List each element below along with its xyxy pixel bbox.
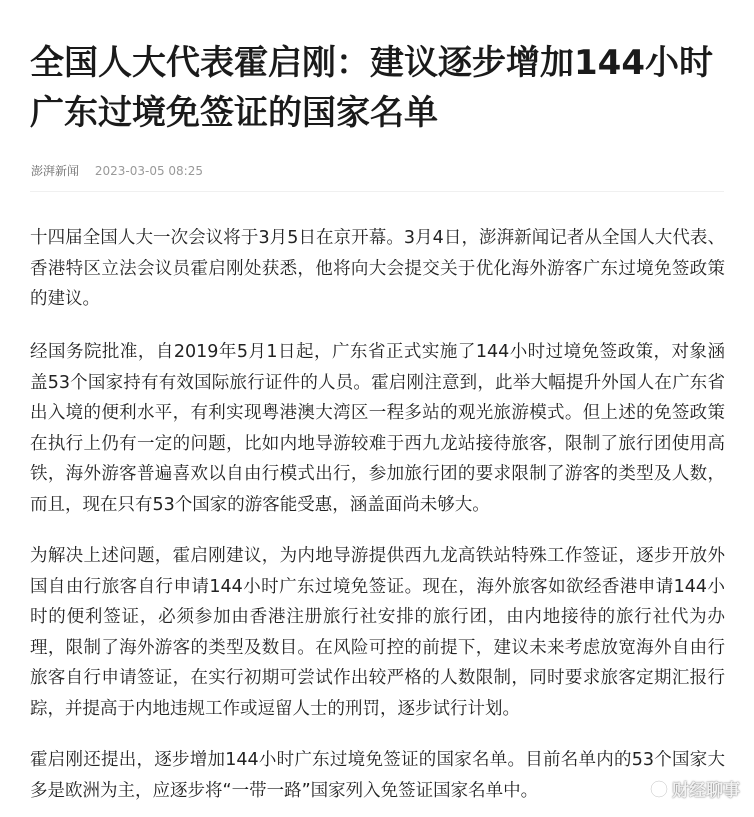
article-source[interactable]: 澎湃新闻 <box>31 164 80 178</box>
meta-divider <box>30 191 724 192</box>
article-paragraph-2: 经国务院批准，自2019年5月1日起，广东省正式实施了144小时过境免签政策，对象涵盖53个国家持有有效国际旅行证件的人员。霍启刚注意到，此举大幅提升外国人在广东省出入境的便利水平，有利实现粤港澳大湾区一程多站的观光旅游模式。但上述的免签政策在执行上仍有一定的问题，比如内地导游较难于西九龙站接待旅客，限制了旅行团使用高铁，海外游客普遍喜欢以自由行模式出行，参加旅行团的要求限制了游客的类型及人数，而且，现在只有53个国家的游客能受惠，涵盖面尚未够大。 <box>30 342 725 515</box>
watermark-text: 财经聊事 <box>672 781 740 801</box>
watermark <box>650 776 740 801</box>
article-paragraph-3: 为解决上述问题，霍启刚建议，为内地导游提供西九龙高铁站特殊工作签证，逐步开放外国自由行旅客自行申请144小时广东过境免签证。现在，海外旅客如欲经香港申请144小时的便利签证，必须参加由香港注册旅行社安排的旅行团，由内地接待的旅行社代为办理，限制了海外游客的类型及数目。在风险可控的前提下，建议未来考虑放宽海外自由行旅客自行申请签证，在实行初期可尝试作出较严格的人数限制，同时要求旅客定期汇报行踪，并提高于内地违规工作或逗留人士的刑罚，逐步试行计划。 <box>30 546 725 719</box>
article-paragraph-4: 霍启刚还提出，逐步增加144小时广东过境免签证的国家名单。目前名单内的53个国家大多是欧洲为主，应逐步将“一带一路”国家列入免签证国家名单中。 <box>30 750 725 801</box>
article-date: 2023-03-05 08:25 <box>94 164 203 178</box>
article-title: 全国人大代表霍启刚：建议逐步增加144小时广东过境免签证的国家名单 <box>30 43 713 133</box>
article-paragraph-1: 十四届全国人大一次会议将于3月5日在京开幕。3月4日，澎湃新闻记者从全国人大代表、香港特区立法会议员霍启刚处获悉，他将向大会提交关于优化海外游客广东过境免签政策的建议。 <box>30 228 725 309</box>
article-meta <box>31 162 203 179</box>
paw-logo-icon <box>650 780 668 798</box>
